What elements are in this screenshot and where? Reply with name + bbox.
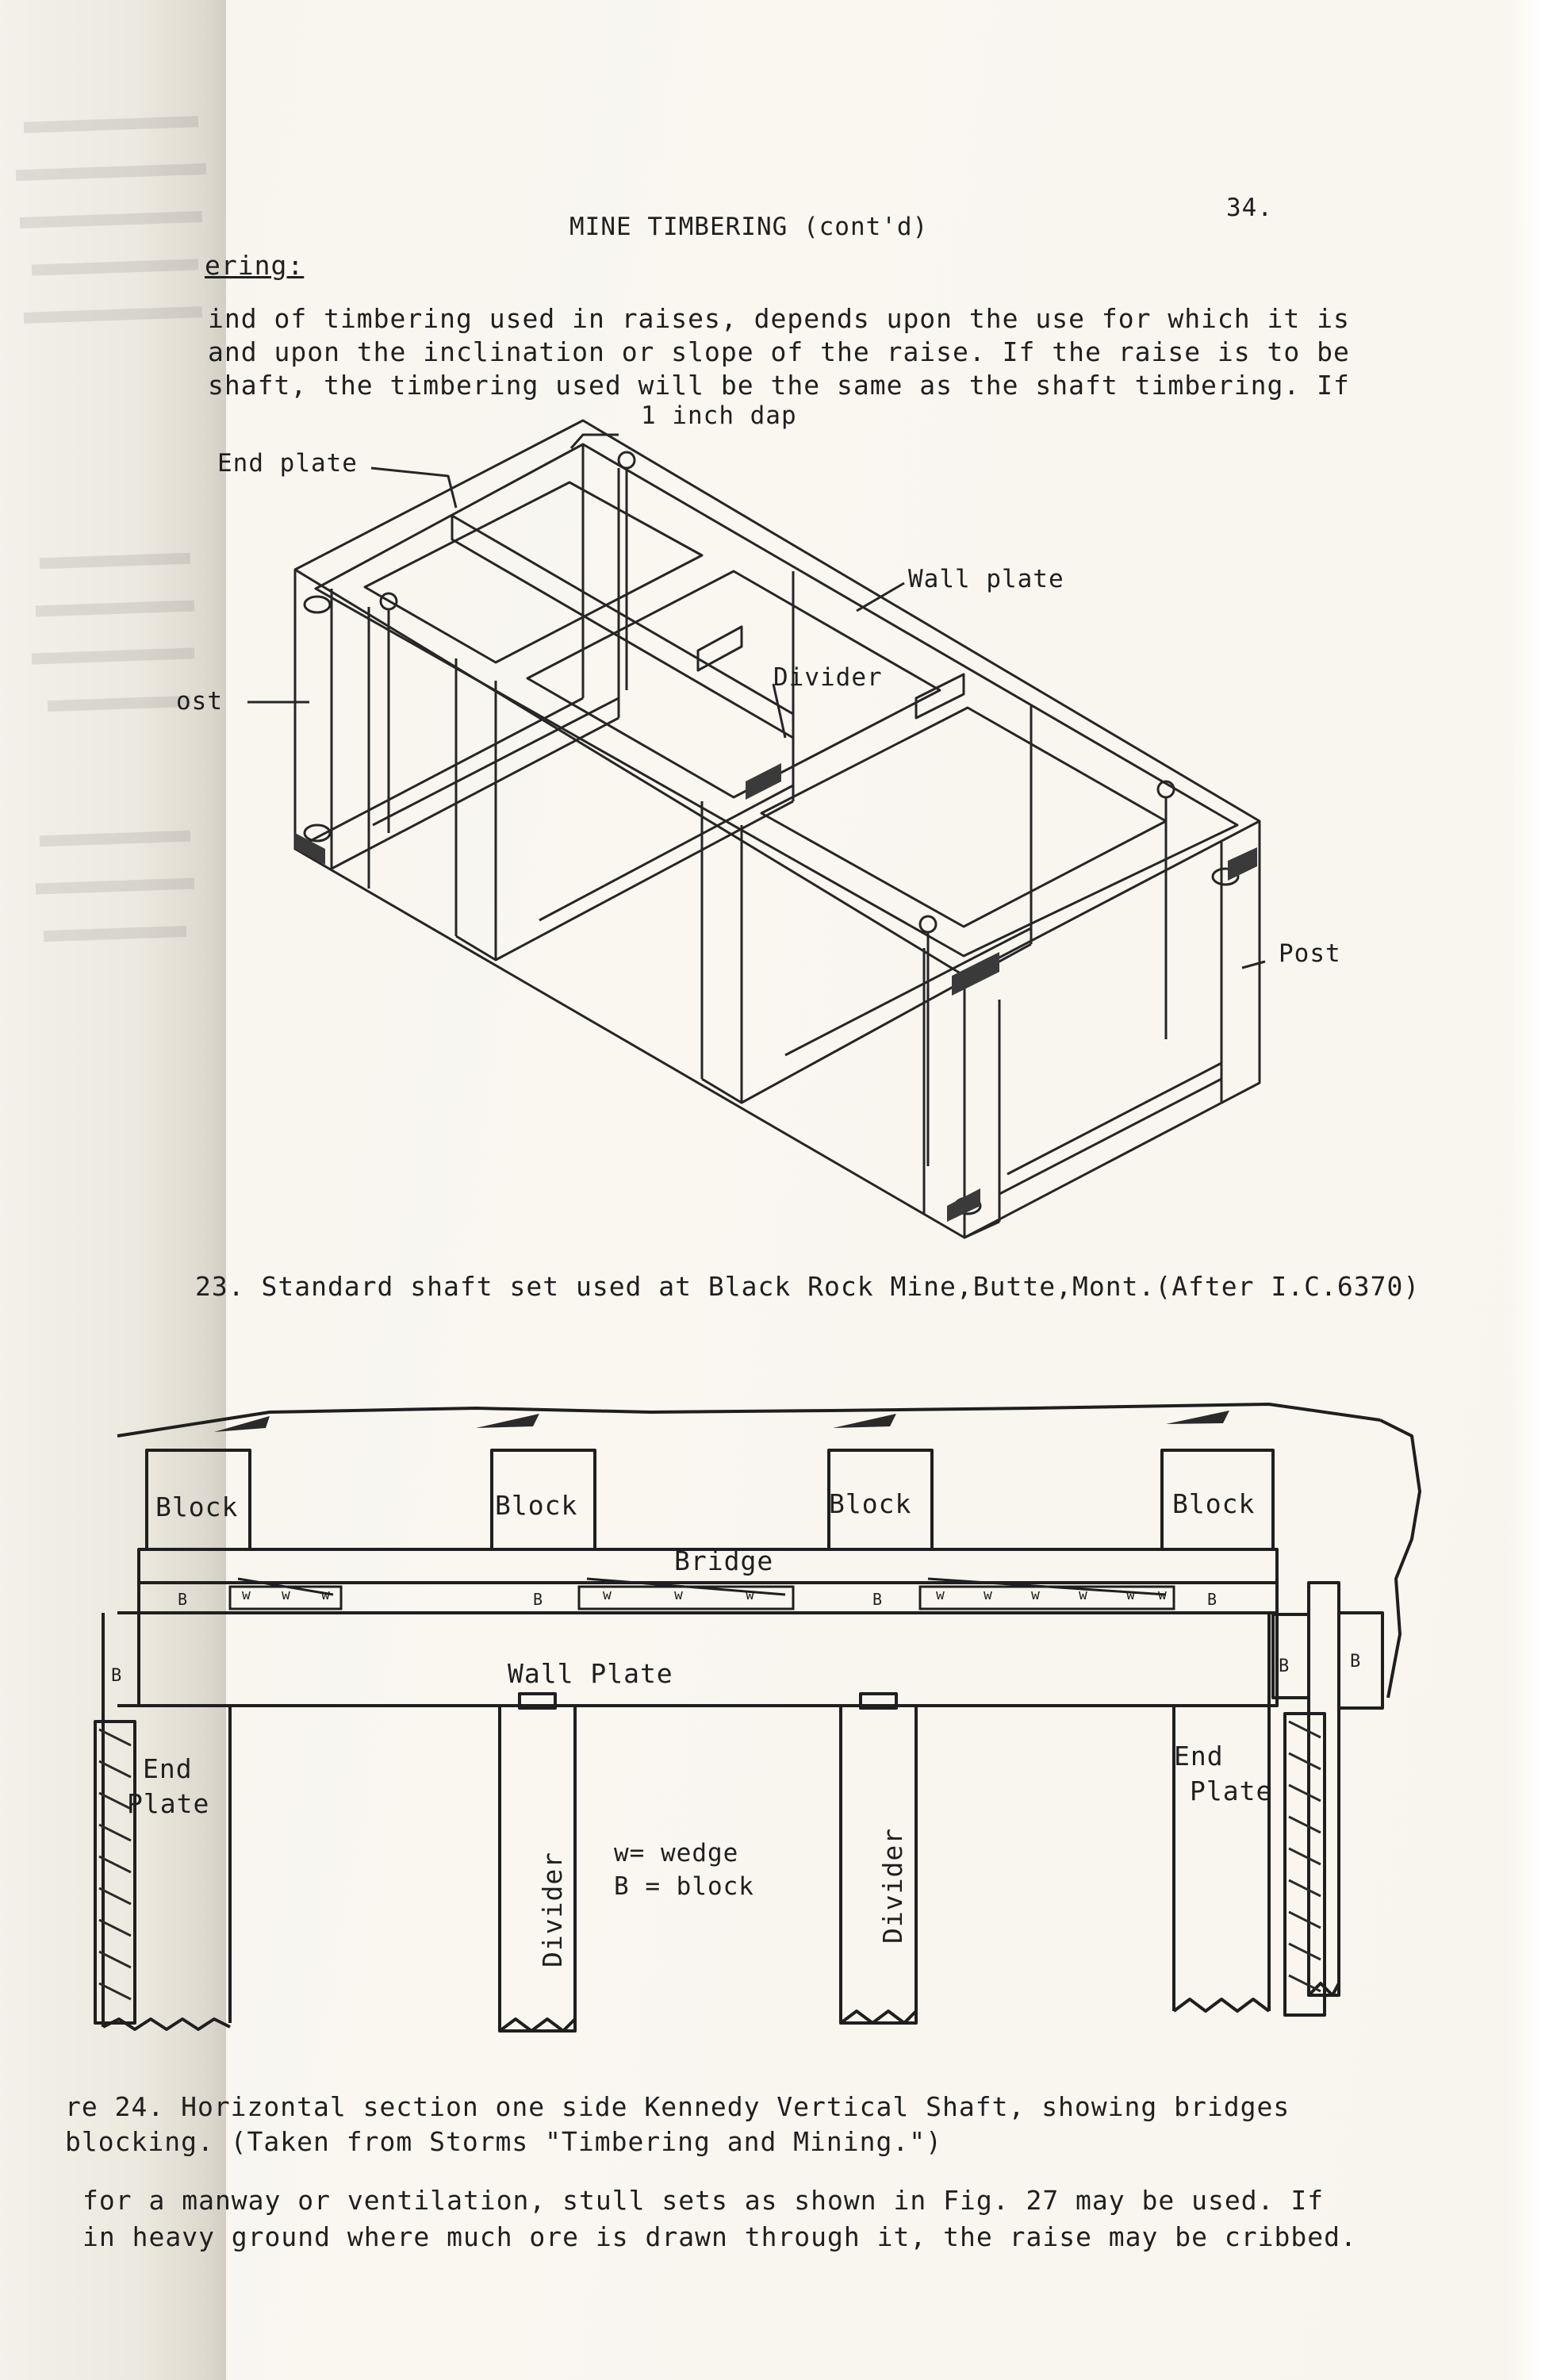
end-plate-right-label: Plate bbox=[1190, 1775, 1273, 1806]
b-mark: B bbox=[111, 1666, 122, 1686]
divider-right-label: Divider bbox=[877, 1827, 908, 1944]
paragraph-line: ind of timbering used in raises, depends upon the use for which it is bbox=[208, 303, 1350, 334]
w-mark: w bbox=[1079, 1587, 1087, 1603]
w-mark: w bbox=[1031, 1587, 1040, 1603]
section-heading: ering: bbox=[205, 250, 305, 281]
label-inch-dap: 1 inch dap bbox=[641, 401, 797, 430]
w-mark: w bbox=[984, 1587, 992, 1603]
wall-plate-label: Wall Plate bbox=[508, 1658, 673, 1689]
page-number: 34. bbox=[1226, 194, 1273, 222]
w-mark: w bbox=[674, 1587, 683, 1603]
footer-paragraph-line: for a manway or ventilation, stull sets as shown in Fig. 27 may be used. If bbox=[82, 2185, 1325, 2216]
figure-24-caption: re 24. Horizontal section one side Kennedy Vertical Shaft, showing bridges bbox=[65, 2091, 1290, 2122]
block-label: Block bbox=[1172, 1488, 1256, 1519]
label-divider: Divider bbox=[773, 663, 883, 692]
legend-block: B = block bbox=[614, 1872, 754, 1901]
paragraph-line: and upon the inclination or slope of the raise. If the raise is to be bbox=[208, 336, 1350, 367]
end-plate-left-label: Plate bbox=[127, 1788, 210, 1819]
end-plate-left-label: End bbox=[143, 1753, 193, 1784]
b-mark: B bbox=[872, 1590, 883, 1609]
w-mark: w bbox=[282, 1587, 290, 1603]
w-mark: w bbox=[321, 1587, 330, 1603]
block-label: Block bbox=[155, 1491, 239, 1522]
block-label: Block bbox=[829, 1488, 912, 1519]
w-mark: w bbox=[242, 1587, 251, 1603]
b-mark: B bbox=[1207, 1590, 1217, 1609]
bridge-label: Bridge bbox=[674, 1545, 774, 1576]
w-mark: w bbox=[603, 1587, 612, 1603]
w-mark: w bbox=[746, 1587, 754, 1603]
label-end-plate: End plate bbox=[217, 449, 358, 478]
legend-wedge: w= wedge bbox=[614, 1839, 739, 1868]
b-mark: B bbox=[178, 1590, 188, 1609]
page-header-title: MINE TIMBERING (cont'd) bbox=[569, 213, 929, 241]
w-mark: w bbox=[1158, 1587, 1167, 1603]
paragraph-line: shaft, the timbering used will be the same as the shaft timbering. If bbox=[208, 370, 1350, 401]
end-plate-right-label: End bbox=[1174, 1741, 1224, 1772]
b-mark: B bbox=[1350, 1652, 1361, 1672]
label-post-right: Post bbox=[1279, 939, 1341, 968]
label-wall-plate: Wall plate bbox=[908, 565, 1064, 593]
b-mark: B bbox=[533, 1590, 543, 1609]
b-mark: B bbox=[1279, 1656, 1290, 1676]
figure-23-caption: 23. Standard shaft set used at Black Rock Mine,Butte,Mont.(After I.C.6370) bbox=[195, 1271, 1421, 1302]
divider-left-label: Divider bbox=[537, 1851, 568, 1967]
figure-24-caption: blocking. (Taken from Storms "Timbering and Mining.") bbox=[65, 2126, 942, 2157]
label-post-left: ost bbox=[176, 687, 223, 716]
w-mark: w bbox=[936, 1587, 945, 1603]
page-edge-shade bbox=[1507, 0, 1553, 2380]
footer-paragraph-line: in heavy ground where much ore is drawn through it, the raise may be cribbed. bbox=[82, 2221, 1357, 2252]
block-label: Block bbox=[495, 1490, 578, 1521]
w-mark: w bbox=[1126, 1587, 1135, 1603]
